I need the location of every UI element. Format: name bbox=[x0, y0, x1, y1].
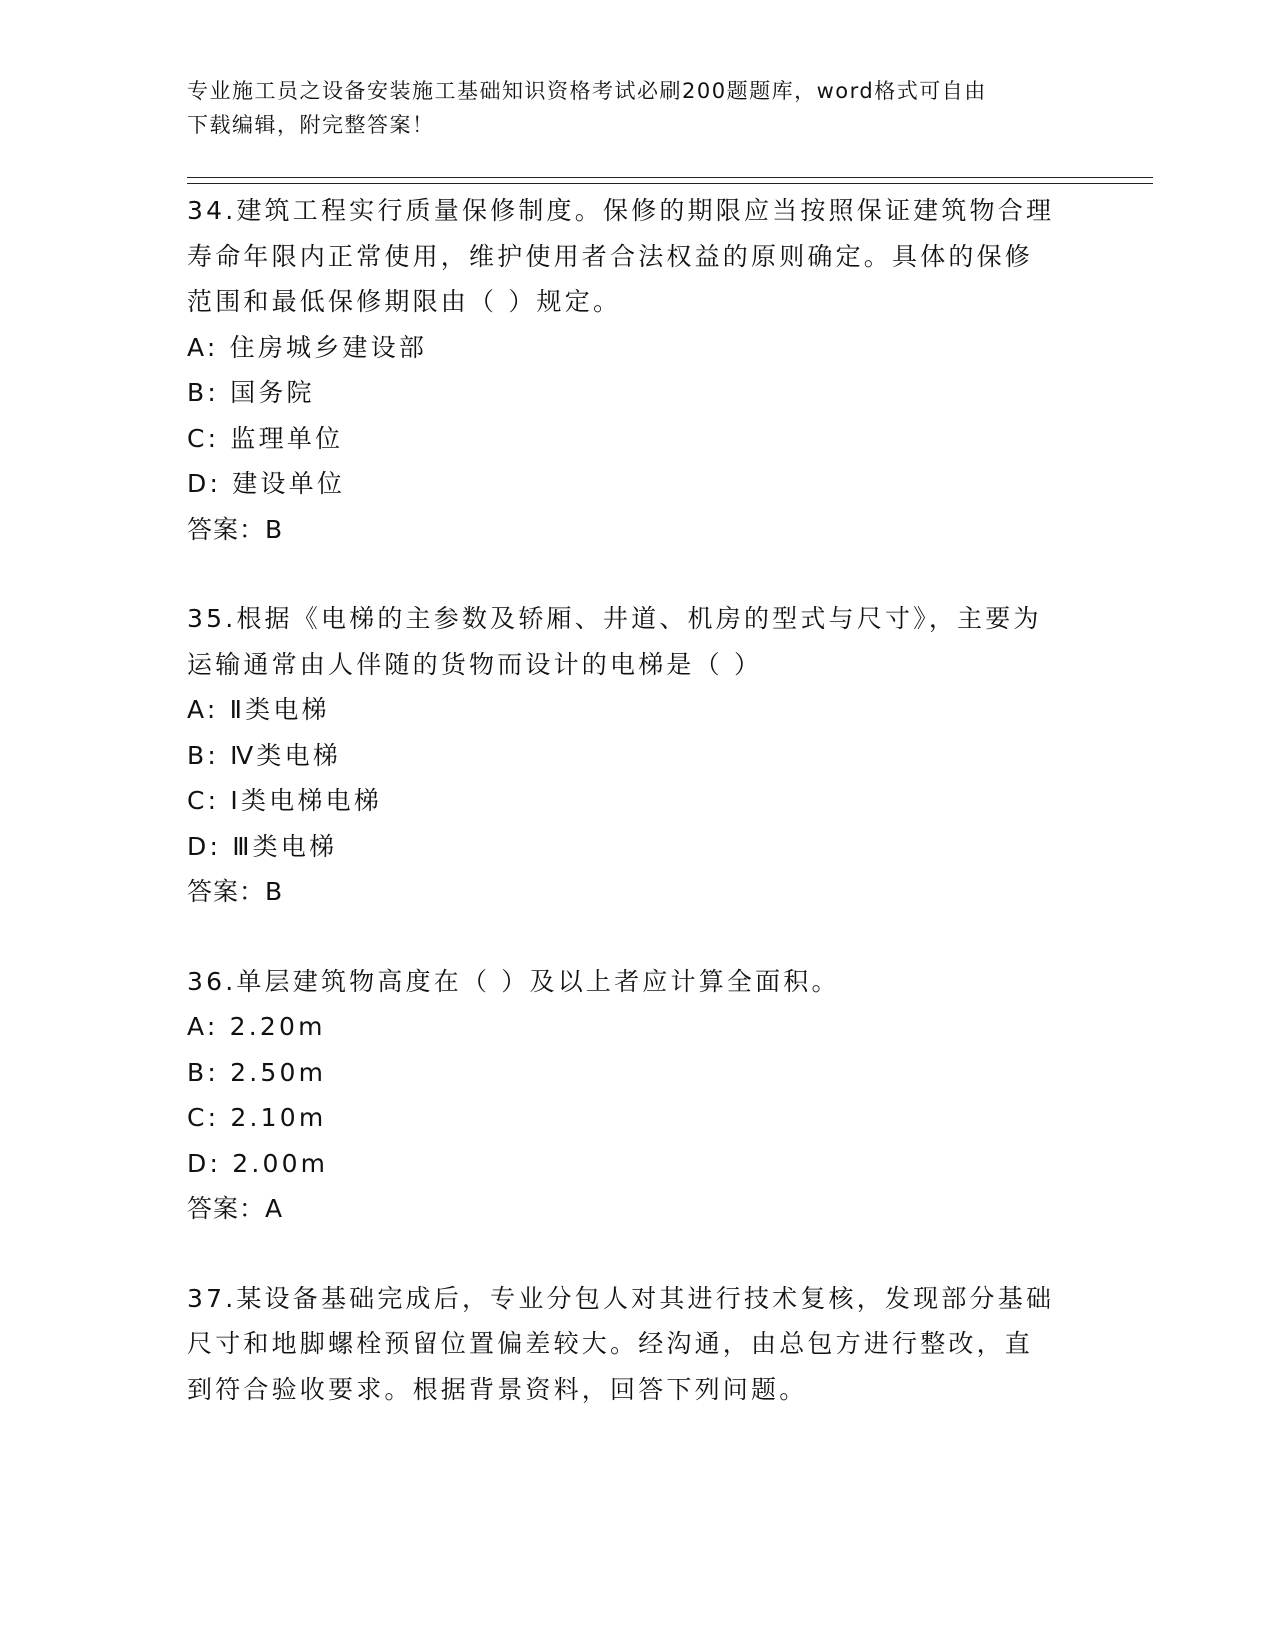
answer: 答案：A bbox=[187, 1194, 284, 1223]
question-stem-line: 35.根据《电梯的主参数及轿厢、井道、机房的型式与尺寸》，主要为 bbox=[187, 604, 1042, 633]
option-a: A: Ⅱ类电梯 bbox=[187, 695, 330, 724]
option-b: B: Ⅳ类电梯 bbox=[187, 740, 341, 770]
page-header bbox=[187, 74, 1067, 142]
question-stem-line: 37.某设备基础完成后，专业分包人对其进行技术复核，发现部分基础 bbox=[187, 1283, 1055, 1313]
option-d: D: 2.00m bbox=[187, 1148, 329, 1178]
option-a: A: 住房城乡建设部 bbox=[187, 332, 428, 362]
question-stem-line: 范围和最低保修期限由（ ）规定。 bbox=[187, 287, 622, 316]
option-c: C: Ⅰ类电梯电梯 bbox=[187, 786, 382, 815]
question-34 bbox=[187, 188, 1087, 552]
option-b: B: 国务院 bbox=[187, 378, 315, 407]
question-stem-line: 寿命年限内正常使用，维护使用者合法权益的原则确定。具体的保修 bbox=[187, 241, 1034, 271]
answer: 答案：B bbox=[187, 514, 284, 544]
option-d: D: Ⅲ类电梯 bbox=[187, 831, 338, 861]
option-d: D: 建设单位 bbox=[187, 469, 346, 498]
header-line-2: 下载编辑，附完整答案！ bbox=[187, 113, 435, 137]
header-divider-top bbox=[187, 177, 1153, 178]
question-37 bbox=[187, 1276, 1087, 1413]
question-stem-line: 运输通常由人伴随的货物而设计的电梯是（ ） bbox=[187, 649, 763, 679]
question-list bbox=[187, 188, 1087, 1456]
option-c: C: 2.10m bbox=[187, 1103, 327, 1132]
question-stem-line: 36.单层建筑物高度在（ ）及以上者应计算全面积。 bbox=[187, 966, 840, 996]
question-stem-line: 到符合验收要求。根据背景资料，回答下列问题。 bbox=[187, 1374, 808, 1404]
option-b: B: 2.50m bbox=[187, 1057, 327, 1087]
question-stem-line: 尺寸和地脚螺栓预留位置偏差较大。经沟通，由总包方进行整改，直 bbox=[187, 1329, 1034, 1358]
question-36 bbox=[187, 959, 1087, 1232]
option-a: A: 2.20m bbox=[187, 1012, 326, 1041]
question-stem-line: 34.建筑工程实行质量保修制度。保修的期限应当按照保证建筑物合理 bbox=[187, 196, 1055, 225]
header-divider-bottom bbox=[187, 183, 1153, 184]
header-line-1: 专业施工员之设备安装施工基础知识资格考试必刷200题题库，word格式可自由 bbox=[187, 79, 987, 103]
question-35 bbox=[187, 596, 1087, 915]
option-c: C: 监理单位 bbox=[187, 423, 344, 453]
answer: 答案：B bbox=[187, 877, 284, 906]
